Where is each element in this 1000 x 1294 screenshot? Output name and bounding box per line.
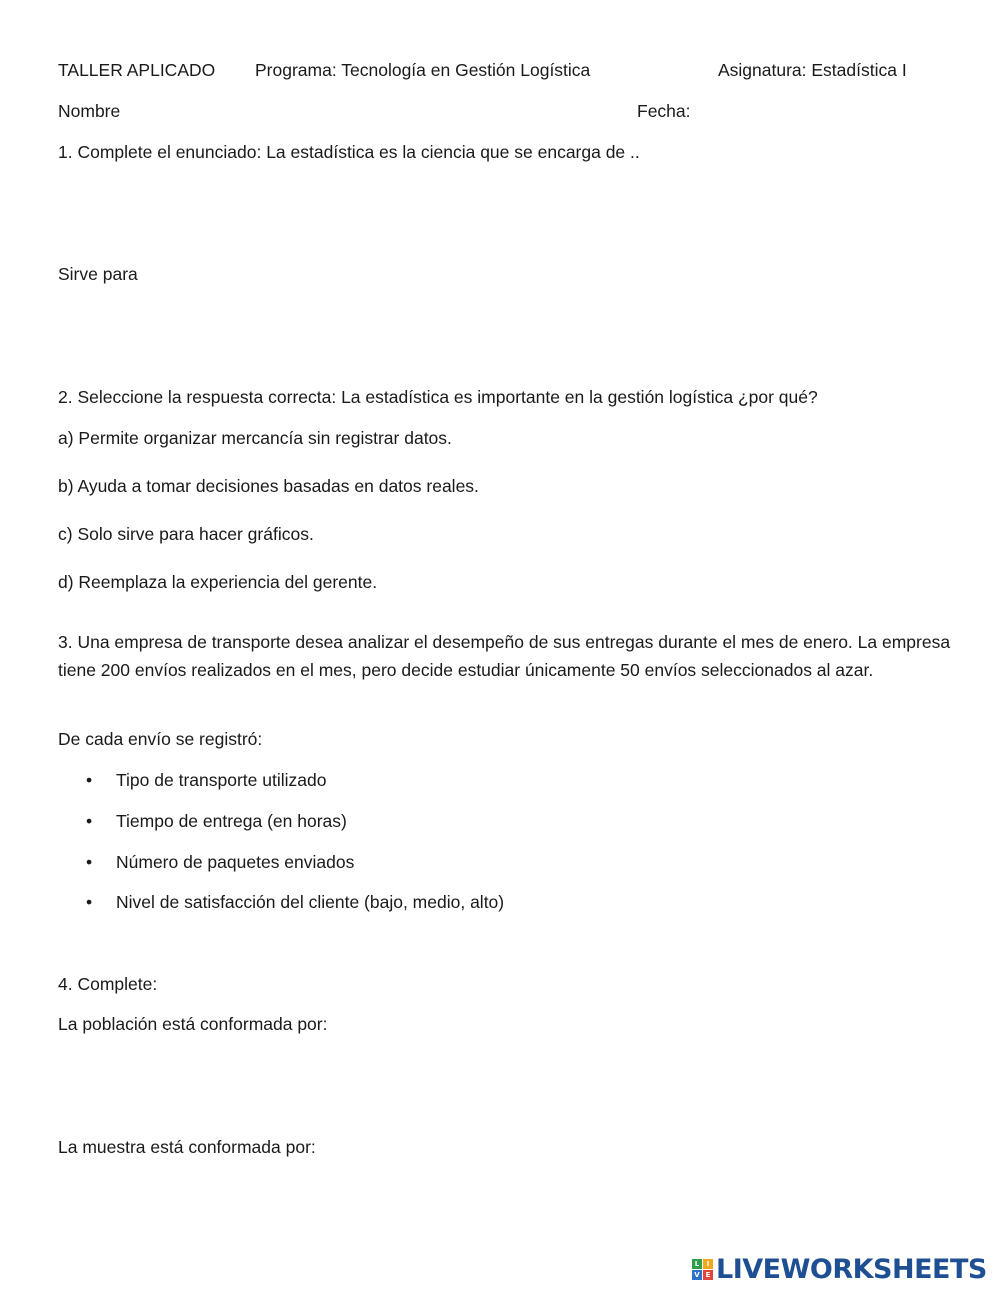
list-item-text: Nivel de satisfacción del cliente (bajo, medio, alto) [116, 892, 505, 912]
logo-mark-icon [692, 1259, 713, 1280]
logo-mark-tile: E [703, 1270, 713, 1280]
question-1-sub-prompt: Sirve para [58, 264, 138, 284]
bullet-icon: • [86, 770, 93, 790]
list-item-text: Número de paquetes enviados [116, 852, 355, 872]
subject-label: Asignatura: Estadística I [718, 60, 907, 80]
logo-mark-tile: I [703, 1259, 713, 1269]
list-item-text: Tiempo de entrega (en horas) [116, 811, 347, 831]
worksheet-title: TALLER APLICADO [58, 60, 216, 80]
question-4-prompt: 4. Complete: [58, 974, 158, 994]
name-label: Nombre [58, 101, 121, 121]
population-prompt: La población está conformada por: [58, 1014, 328, 1034]
question-1-prompt: 1. Complete el enunciado: La estadística es la ciencia que se encarga de .. [58, 142, 640, 162]
date-label: Fecha: [637, 101, 691, 121]
bullet-icon: • [86, 892, 93, 912]
option-b[interactable]: b) Ayuda a tomar decisiones basadas en datos reales. [58, 476, 479, 496]
option-a[interactable]: a) Permite organizar mercancía sin registrar datos. [58, 428, 452, 448]
sample-prompt: La muestra está conformada por: [58, 1137, 316, 1157]
liveworksheets-logo [692, 1252, 987, 1286]
program-label: Programa: Tecnología en Gestión Logística [255, 60, 591, 80]
bullet-icon: • [86, 811, 93, 831]
question-3-intro: De cada envío se registró: [58, 729, 263, 749]
option-d[interactable]: d) Reemplaza la experiencia del gerente. [58, 572, 378, 592]
question-3-prompt: 3. Una empresa de transporte desea analizar el desempeño de sus entregas durante el mes de enero. La empresa tiene 200 envíos realizados en el mes, pero decide estudiar únicamente 50 envíos seleccionados al azar. [58, 632, 951, 680]
bullet-icon: • [86, 852, 93, 872]
logo-mark-tile: L [692, 1259, 702, 1269]
logo-text: LIVEWORKSHEETS [716, 1253, 987, 1285]
option-c[interactable]: c) Solo sirve para hacer gráficos. [58, 524, 314, 544]
list-item-text: Tipo de transporte utilizado [116, 770, 327, 790]
question-2-prompt: 2. Seleccione la respuesta correcta: La estadística es importante en la gestión logística ¿por qué? [58, 387, 818, 407]
logo-mark-tile: V [692, 1270, 702, 1280]
